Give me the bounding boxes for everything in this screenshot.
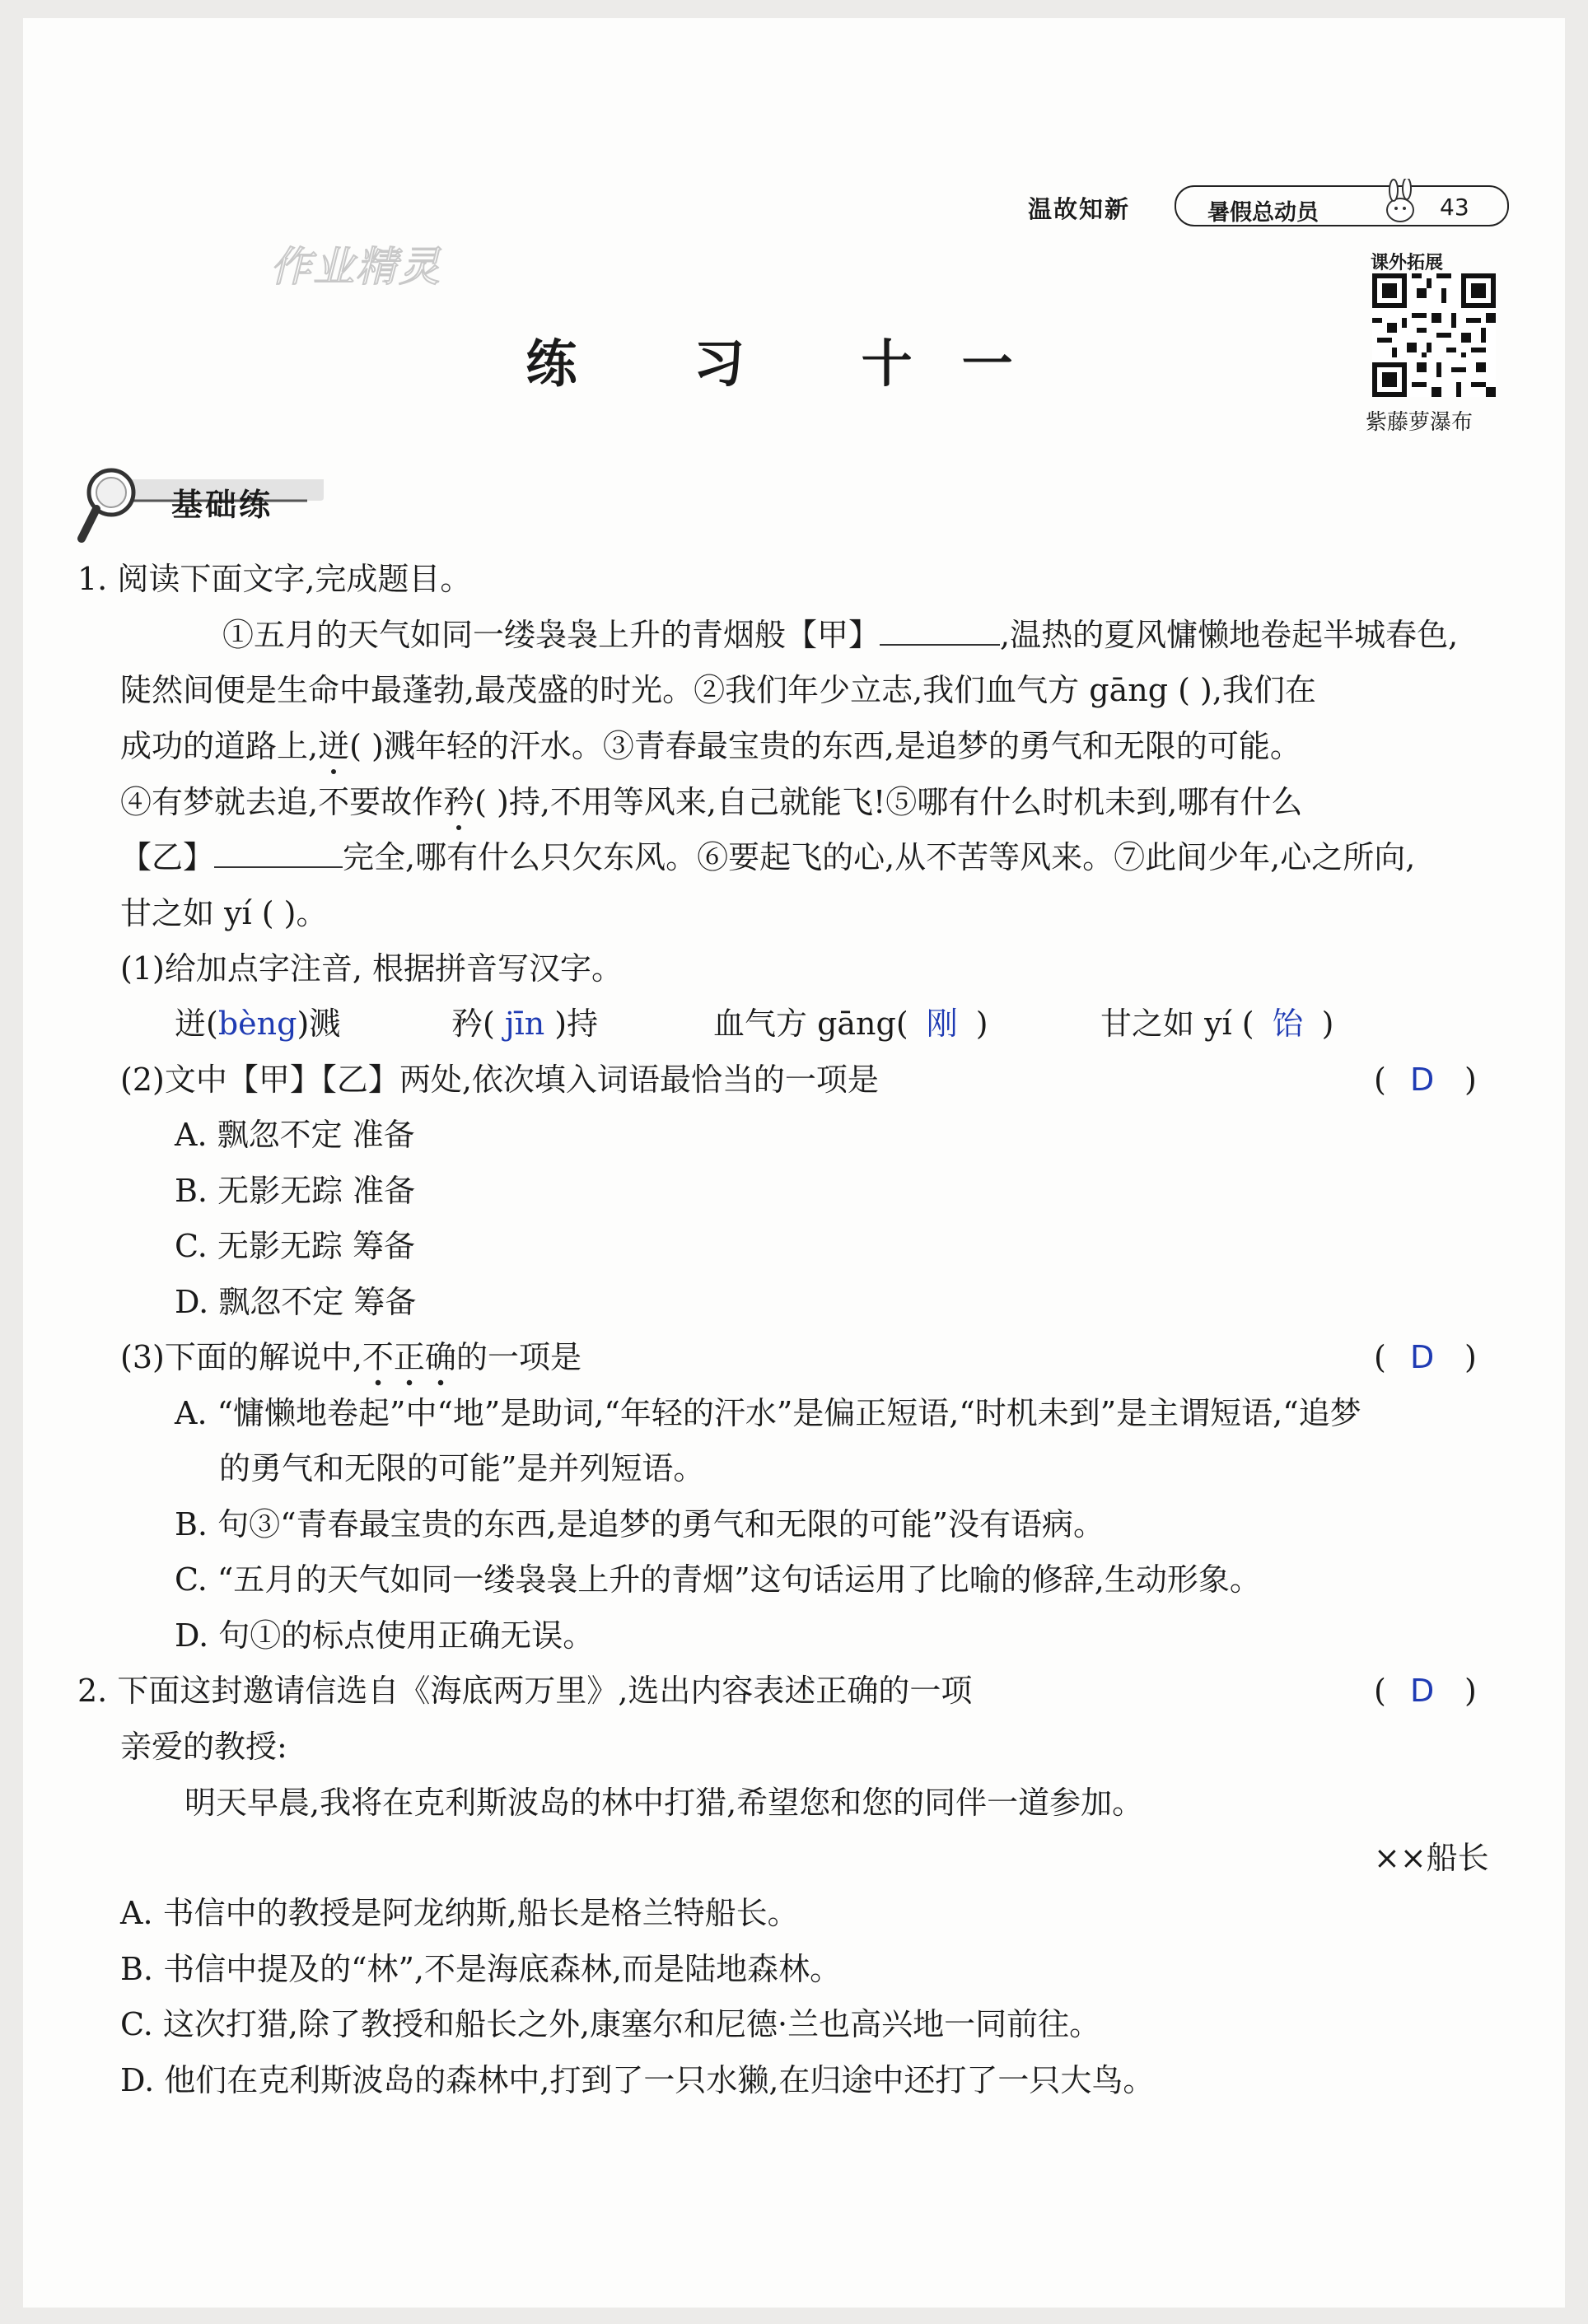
option: D. 飘忽不定 筹备: [175, 1284, 417, 1320]
passage-line: ①五月的天气如同一缕袅袅上升的青烟般【甲】 ,温热的夏风慵懒地卷起半城春色,: [222, 617, 1459, 653]
sub3-stem: (3)下面的解说中,不正确的一项是: [120, 1342, 1565, 1373]
option: C. 这次打猎,除了教授和船长之外,康塞尔和尼德·兰也高兴地一同前往。: [120, 2006, 1101, 2042]
answer-text: D: [1410, 1062, 1435, 1098]
option: C. 无影无踪 筹备: [175, 1228, 415, 1264]
qr-caption: 课外拓展: [1371, 253, 1444, 273]
dotted-char: 矜: [443, 784, 475, 820]
sub2-stem: (2)文中【甲】【乙】两处,依次填入词语最恰当的一项是: [120, 1062, 879, 1098]
option: D. 句①的标点使用正确无误。: [175, 1617, 595, 1654]
page-title: 练 习 十一: [525, 334, 1063, 394]
dotted-text: 不正确: [362, 1339, 456, 1387]
option: B. 无影无踪 准备: [175, 1173, 416, 1209]
passage-line: 成功的道路上,迸( )溅年轻的汗水。③青春最宝贵的东西,是追梦的勇气和无限的可能。: [120, 728, 1301, 764]
option: A. “慵懒地卷起”中“地”是助词,“年轻的汗水”是偏正短语,“时机未到”是主谓短语,“追梦: [175, 1395, 1361, 1431]
answer-text: jīn: [504, 1006, 545, 1042]
page-header-pill: [1175, 185, 1509, 226]
answer-text: bèng: [217, 1006, 297, 1042]
letter-signature: ××船长: [1374, 1840, 1489, 1876]
passage-line: 陡然间便是生命中最蓬勃,最茂盛的时光。②我们年少立志,我们血气方 gāng ( ),我们在: [120, 672, 1316, 708]
passage-line: 甘之如 yí ( )。: [120, 895, 328, 931]
option: C. “五月的天气如同一缕袅袅上升的青烟”这句话运用了比喻的修辞,生动形象。: [175, 1561, 1261, 1598]
series-name: 暑假总动员: [1207, 200, 1319, 226]
pinyin-item: 迸(bèng)溅: [175, 1006, 341, 1042]
q1-stem: 1. 阅读下面文字,完成题目。: [77, 561, 472, 597]
sub1-stem: (1)给加点字注音, 根据拼音写汉字。: [120, 950, 623, 987]
dotted-char: 迸: [318, 728, 350, 764]
q2-stem: 2. 下面这封邀请信选自《海底两万里》,选出内容表述正确的一项: [77, 1673, 973, 1709]
qr-label: 紫藤萝瀑布: [1366, 410, 1474, 435]
answer-text: D: [1410, 1673, 1435, 1709]
rabbit-mascot-icon: [1372, 179, 1430, 228]
letter-body: 明天早晨,我将在克利斯波岛的林中打猎,希望您和您的同伴一道参加。: [184, 1785, 1144, 1821]
option: D. 他们在克利斯波岛的森林中,打到了一只水獭,在归途中还打了一只大鸟。: [120, 2062, 1155, 2098]
page-number: 43: [1440, 194, 1469, 221]
option: B. 句③“青春最宝贵的东西,是追梦的勇气和无限的可能”没有语病。: [175, 1506, 1105, 1542]
passage-line: ④有梦就去追,不要故作矜( )持,不用等风来,自己就能飞!⑤哪有什么时机未到,哪有什么: [120, 784, 1303, 820]
pinyin-item: 血气方 gāng( 刚 ): [713, 1006, 988, 1042]
answer-text: D: [1410, 1339, 1435, 1375]
answer-text: 饴: [1272, 1006, 1304, 1042]
watermark-logo: 作业精灵: [270, 243, 441, 291]
section-heading: 基础练: [171, 487, 273, 523]
pinyin-item: 矜( jīn )持: [451, 1006, 599, 1042]
blank-jia[interactable]: [880, 619, 1000, 646]
blank-yi[interactable]: [214, 842, 343, 868]
answer-text: 刚: [926, 1006, 958, 1042]
passage-line: 【乙】 完全,哪有什么只欠东风。⑥要起飞的心,从不苦等风来。⑦此间少年,心之所向,: [120, 839, 1416, 875]
option: B. 书信中提及的“林”,不是海底森林,而是陆地森林。: [120, 1951, 842, 1987]
section-name: 温故知新: [1028, 195, 1131, 223]
option: A. 书信中的教授是阿龙纳斯,船长是格兰特船长。: [120, 1895, 799, 1931]
option: A. 飘忽不定 准备: [175, 1117, 415, 1153]
workbook-page: 温故知新 暑假总动员 43 作业精灵 课外拓展 紫藤萝瀑布 练 习 十一 基础练 1. 阅读下面文字,完成题目。 ①五月的天气如同一缕袅袅上升的青烟般【甲】 ,温热的夏风慵懒地卷起半城春色, 陡然间便是生命中最蓬勃,最茂盛的时光。②我们年少立志,我们血气方 gāng ( ),我们在 成功的道路上,迸( )溅年轻的汗水。③青春最宝贵的东西,是追梦的勇气和无限的可能。 ④有梦就去追,不要故作矜( )持,不用等风来,自己就能飞!⑤哪有什么时机未到,哪有什么 【乙】 完全,哪有什么只欠东风。⑥要起飞的心,从不苦等风来。⑦此间少年,心之所向, 甘之如 yí ( )。 (1)给加点字注音, 根据拼音写汉字。 迸(bèng)溅 矜( jīn )持 血气方 gāng( 刚 ) 甘之如 yí ( 饴 ) (2)文中【甲】【乙】两处,依次填入词语最恰当的一项是 ( D ) A. 飘忽不定 准备 B. 无影无踪 准备 C. 无影无踪 筹备 D. 飘忽不定 筹备 (3)下面的解说中,不正确的一项是 ( D ) A. “慵懒地卷起”中“地”是助词,“年轻的汗水”是偏正短语,“时机未到”是主谓短语,“追梦 的勇气和无限的可能”是并列短语。 B. 句③“青春最宝贵的东西,是追梦的勇气和无限的可能”没有语病。 C. “五月的天气如同一缕袅袅上升的青烟”这句话运用了比喻的修辞,生动形象。 D. 句①的标点使用正确无误。 2. 下面这封邀请信选自《海底两万里》,选出内容表述正确的一项 ( D ) 亲爱的教授: 明天早晨,我将在克利斯波岛的林中打猎,希望您和您的同伴一道参加。 ××船长 A. 书信中的教授是阿龙纳斯,船长是格兰特船长。 B. 书信中提及的“林”,不是海底森林,而是陆地森林。 C. 这次打猎,除了教授和船长之外,康塞尔和尼德·兰也高兴地一同前往。 D. 他们在克利斯波岛的森林中,打到了一只水獭,在归途中还打了一只大鸟。: [23, 18, 1565, 2308]
option-continued: 的勇气和无限的可能”是并列短语。: [219, 1450, 705, 1486]
letter-greeting: 亲爱的教授:: [120, 1729, 287, 1765]
pinyin-item: 甘之如 yí ( 饴 ): [1100, 1006, 1334, 1042]
